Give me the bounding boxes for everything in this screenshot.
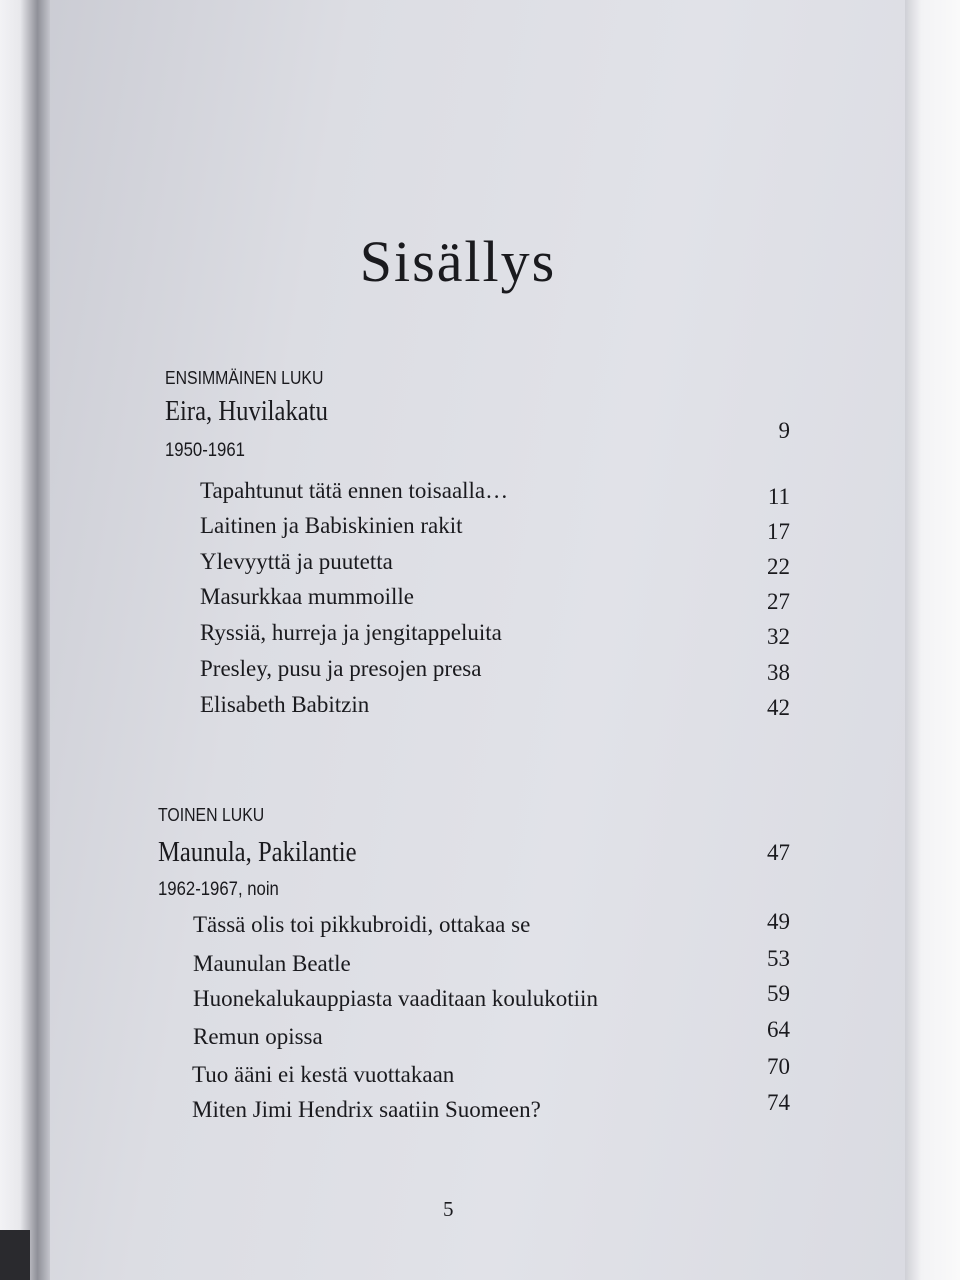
- toc-entry-page: 22: [767, 554, 790, 579]
- chapter-years: 1962-1967, noin: [158, 879, 279, 900]
- toc-entry-title: Elisabeth Babitzin: [200, 692, 370, 717]
- book-cover-edge: [0, 1230, 30, 1280]
- toc-entry-page: 38: [767, 660, 790, 685]
- toc-entry-title: Tässä olis toi pikkubroidi, ottakaa se: [193, 912, 531, 937]
- chapter-label: ENSIMMÄINEN LUKU: [165, 368, 324, 388]
- toc-entry-page: 74: [767, 1090, 790, 1115]
- page-title: Sisällys: [359, 229, 557, 294]
- page-number: 5: [443, 1197, 454, 1221]
- chapter-page-number: 9: [778, 418, 790, 443]
- toc-entry-title: Laitinen ja Babiskinien rakit: [200, 513, 463, 538]
- toc-entry-page: 53: [767, 946, 790, 971]
- chapter-label: TOINEN LUKU: [158, 805, 265, 825]
- toc-entry-title: Ryssiä, hurreja ja jengitappeluita: [200, 620, 502, 645]
- toc-entry-title: Maunulan Beatle: [193, 951, 351, 976]
- toc-entry-page: 64: [767, 1017, 790, 1042]
- toc-entry-title: Tuo ääni ei kestä vuottakaan: [192, 1062, 455, 1087]
- toc-entry-title: Huonekalukauppiasta vaaditaan koulukotiin: [193, 986, 598, 1011]
- toc-entry-page: 59: [767, 981, 790, 1006]
- toc-entry-page: 11: [767, 484, 790, 509]
- toc-entry-page: 27: [767, 589, 790, 614]
- toc-entry-page: 49: [767, 909, 790, 934]
- toc-entry-title: Remun opissa: [193, 1024, 323, 1049]
- chapter-years: 1950-1961: [165, 440, 245, 461]
- toc-entry-title: Masurkkaa mummoille: [200, 584, 414, 609]
- toc-entry-title: Ylevyyttä ja puutetta: [200, 549, 393, 574]
- toc-entry-page: 17: [767, 519, 790, 544]
- toc-entry-title: Tapahtunut tätä ennen toisaalla…: [200, 478, 509, 503]
- toc-entry-title: Presley, pusu ja presojen presa: [200, 656, 482, 681]
- chapter-title: Eira, Huvilakatu: [165, 395, 328, 427]
- toc-entry-page: 70: [767, 1054, 790, 1079]
- book-gutter-left: [0, 0, 50, 1280]
- toc-entry-title: Miten Jimi Hendrix saatiin Suomeen?: [192, 1097, 541, 1122]
- toc-entry-page: 32: [767, 624, 790, 649]
- toc-entry-page: 42: [767, 695, 790, 720]
- chapter-page-number: 47: [767, 840, 790, 865]
- chapter-title: Maunula, Pakilantie: [158, 836, 357, 868]
- page-edge-right: [905, 0, 960, 1280]
